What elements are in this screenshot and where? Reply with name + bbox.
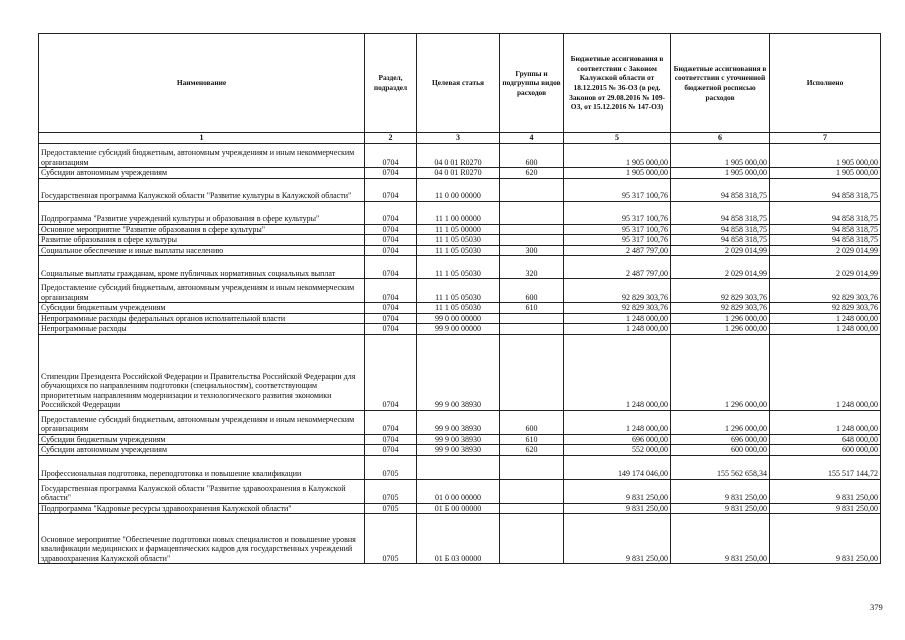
header-target: Целевая статья [417,34,500,133]
header-group: Группы и подгруппы видов расходов [500,34,564,133]
cell-law-amount: 2 487 797,00 [564,245,671,256]
cell-section: 0705 [365,514,417,564]
cell-roster-amount: 92 829 303,76 [671,279,770,303]
cell-section: 0704 [365,201,417,224]
cell-executed: 92 829 303,76 [770,279,881,303]
cell-executed: 2 029 014,99 [770,245,881,256]
table-row [39,144,881,168]
header-name: Наименование [39,34,365,133]
page-number: 379 [870,602,883,612]
budget-table [38,33,881,564]
cell-executed: 92 829 303,76 [770,303,881,314]
cell-name: Развитие образования в сфере культуры [39,235,365,246]
cell-group: 610 [500,434,564,445]
cell-executed: 1 248 000,00 [770,410,881,434]
cell-name: Социальные выплаты гражданам, кроме публичных нормативных социальных выплат [39,256,365,279]
cell-target: 11 1 05 05030 [417,303,500,314]
cell-group: 600 [500,279,564,303]
cell-target: 11 1 05 05030 [417,279,500,303]
cell-roster-amount: 600 000,00 [671,445,770,456]
header-row [39,34,881,133]
cell-roster-amount: 94 858 318,75 [671,201,770,224]
cell-roster-amount: 9 831 250,00 [671,514,770,564]
cell-law-amount: 1 248 000,00 [564,313,671,324]
cell-roster-amount: 92 829 303,76 [671,303,770,314]
cell-group [500,201,564,224]
cell-executed: 1 248 000,00 [770,313,881,324]
cell-executed: 9 831 250,00 [770,503,881,514]
cell-name: Социальное обеспечение и иные выплаты населению [39,245,365,256]
header-section: Раздел, подраздел [365,34,417,133]
table-header [39,34,881,144]
cell-target: 99 9 00 38930 [417,410,500,434]
cell-group: 300 [500,245,564,256]
cell-name: Предоставление субсидий бюджетным, автономным учреждениям и иным некоммерческим организациям [39,410,365,434]
cell-name: Субсидии бюджетным учреждениям [39,303,365,314]
cell-law-amount: 9 831 250,00 [564,514,671,564]
cell-executed: 94 858 318,75 [770,224,881,235]
table-row [39,479,881,503]
cell-executed: 94 858 318,75 [770,235,881,246]
cell-group [500,324,564,335]
column-number: 3 [417,133,500,144]
cell-executed: 600 000,00 [770,445,881,456]
cell-roster-amount: 1 905 000,00 [671,144,770,168]
cell-group [500,479,564,503]
cell-name: Непрограммные расходы [39,324,365,335]
cell-roster-amount: 2 029 014,99 [671,256,770,279]
column-number: 2 [365,133,417,144]
cell-law-amount: 1 905 000,00 [564,144,671,168]
table-row [39,201,881,224]
cell-executed: 9 831 250,00 [770,479,881,503]
column-number: 4 [500,133,564,144]
cell-group [500,178,564,201]
cell-target: 01 Б 03 00000 [417,514,500,564]
cell-section: 0704 [365,313,417,324]
cell-name: Государственная программа Калужской области "Развитие здравоохранения в Калужской области" [39,479,365,503]
cell-name: Основное мероприятие "Обеспечение подготовки новых специалистов и повышение уровня квалификации медицинских и фармацевтических кадров для государственных учреждений здравоохранения Калужской области" [39,514,365,564]
cell-group [500,224,564,235]
cell-section: 0704 [365,445,417,456]
cell-name: Субсидии автономным учреждениям [39,168,365,179]
column-number-row [39,133,881,144]
cell-target [417,455,500,479]
cell-section: 0704 [365,279,417,303]
table-row [39,303,881,314]
table-row [39,434,881,445]
column-number: 6 [671,133,770,144]
cell-name: Субсидии автономным учреждениям [39,445,365,456]
cell-target: 11 1 05 05030 [417,256,500,279]
cell-roster-amount: 1 296 000,00 [671,410,770,434]
cell-roster-amount: 2 029 014,99 [671,245,770,256]
cell-group: 620 [500,168,564,179]
cell-target: 04 0 01 R0270 [417,168,500,179]
cell-section: 0704 [365,324,417,335]
cell-name: Стипендии Президента Российской Федерации и Правительства Российской Федерации для обучающихся по направлениям подготовки (специальностям), соответствующим приоритетным направлениям модернизации и технологического развития экономики Российской Федерации [39,334,365,410]
cell-group: 600 [500,410,564,434]
cell-target: 01 0 00 00000 [417,479,500,503]
header-executed: Исполнено [770,34,881,133]
cell-roster-amount: 94 858 318,75 [671,235,770,246]
table-body [39,144,881,564]
cell-law-amount: 1 248 000,00 [564,324,671,335]
cell-group [500,235,564,246]
cell-name: Непрограммные расходы федеральных органов исполнительной власти [39,313,365,324]
cell-section: 0704 [365,303,417,314]
table-row [39,334,881,410]
cell-roster-amount: 94 858 318,75 [671,224,770,235]
table-row [39,235,881,246]
table-row [39,313,881,324]
cell-law-amount: 95 317 100,76 [564,178,671,201]
cell-group [500,455,564,479]
cell-law-amount: 1 248 000,00 [564,410,671,434]
cell-law-amount: 95 317 100,76 [564,224,671,235]
table-row [39,324,881,335]
cell-roster-amount: 9 831 250,00 [671,503,770,514]
cell-name: Государственная программа Калужской области "Развитие культуры в Калужской области" [39,178,365,201]
cell-section: 0704 [365,410,417,434]
table-row [39,224,881,235]
cell-group: 620 [500,445,564,456]
cell-target: 99 9 00 38930 [417,445,500,456]
cell-section: 0704 [365,144,417,168]
cell-executed: 1 248 000,00 [770,334,881,410]
cell-roster-amount: 1 296 000,00 [671,313,770,324]
cell-law-amount: 95 317 100,76 [564,235,671,246]
cell-roster-amount: 94 858 318,75 [671,178,770,201]
column-number: 1 [39,133,365,144]
header-roster-amount: Бюджетные ассигнования в соответствии с уточненной бюджетной росписью расходов [671,34,770,133]
cell-law-amount: 2 487 797,00 [564,256,671,279]
cell-roster-amount: 1 905 000,00 [671,168,770,179]
cell-group [500,334,564,410]
cell-law-amount: 552 000,00 [564,445,671,456]
cell-section: 0705 [365,455,417,479]
cell-section: 0704 [365,224,417,235]
cell-name: Предоставление субсидий бюджетным, автономным учреждениям и иным некоммерческим организациям [39,144,365,168]
cell-group [500,514,564,564]
cell-name: Профессиональная подготовка, переподготовка и повышение квалификации [39,455,365,479]
cell-law-amount: 1 905 000,00 [564,168,671,179]
cell-section: 0705 [365,503,417,514]
cell-target: 11 1 05 00000 [417,224,500,235]
cell-executed: 94 858 318,75 [770,201,881,224]
cell-group [500,313,564,324]
cell-law-amount: 1 248 000,00 [564,334,671,410]
cell-target: 01 Б 00 00000 [417,503,500,514]
table-row [39,279,881,303]
cell-executed: 2 029 014,99 [770,256,881,279]
cell-executed: 1 248 000,00 [770,324,881,335]
cell-target: 99 9 00 38930 [417,434,500,445]
cell-law-amount: 9 831 250,00 [564,503,671,514]
cell-section: 0704 [365,168,417,179]
table-row [39,245,881,256]
cell-target: 99 9 00 38930 [417,334,500,410]
cell-target: 11 1 05 05030 [417,235,500,246]
table-row [39,178,881,201]
cell-target: 11 1 05 05030 [417,245,500,256]
cell-executed: 9 831 250,00 [770,514,881,564]
cell-executed: 155 517 144,72 [770,455,881,479]
cell-law-amount: 9 831 250,00 [564,479,671,503]
cell-group: 600 [500,144,564,168]
cell-section: 0705 [365,479,417,503]
cell-section: 0704 [365,235,417,246]
cell-law-amount: 95 317 100,76 [564,201,671,224]
cell-target: 11 0 00 00000 [417,178,500,201]
table-row [39,514,881,564]
cell-section: 0704 [365,178,417,201]
cell-roster-amount: 9 831 250,00 [671,479,770,503]
cell-law-amount: 696 000,00 [564,434,671,445]
cell-executed: 648 000,00 [770,434,881,445]
cell-group [500,503,564,514]
table-row [39,445,881,456]
cell-executed: 94 858 318,75 [770,178,881,201]
cell-law-amount: 149 174 046,00 [564,455,671,479]
cell-target: 99 0 00 00000 [417,313,500,324]
cell-section: 0704 [365,334,417,410]
cell-target: 11 1 00 00000 [417,201,500,224]
cell-roster-amount: 1 296 000,00 [671,334,770,410]
table-row [39,168,881,179]
cell-section: 0704 [365,245,417,256]
table-row [39,455,881,479]
cell-target: 04 0 01 R0270 [417,144,500,168]
table-row [39,256,881,279]
cell-section: 0704 [365,434,417,445]
cell-name: Подпрограмма "Кадровые ресурсы здравоохранения Калужской области" [39,503,365,514]
column-number: 5 [564,133,671,144]
cell-target: 99 9 00 00000 [417,324,500,335]
cell-law-amount: 92 829 303,76 [564,279,671,303]
cell-name: Субсидии бюджетным учреждениям [39,434,365,445]
cell-name: Предоставление субсидий бюджетным, автономным учреждениям и иным некоммерческим организациям [39,279,365,303]
cell-group: 320 [500,256,564,279]
cell-law-amount: 92 829 303,76 [564,303,671,314]
cell-name: Основное мероприятие "Развитие образования в сфере культуры" [39,224,365,235]
cell-executed: 1 905 000,00 [770,168,881,179]
cell-roster-amount: 1 296 000,00 [671,324,770,335]
cell-name: Подпрограмма "Развитие учреждений культуры и образования в сфере культуры" [39,201,365,224]
header-law-amount: Бюджетные ассигнования в соответствии с Законом Калужской области от 18.12.2015 № 36-ОЗ (в ред. Законов от 29.08.2016 № 109-ОЗ, от 15.12.2016 № 147-ОЗ) [564,34,671,133]
table-row [39,503,881,514]
cell-group: 610 [500,303,564,314]
cell-section: 0704 [365,256,417,279]
table-row [39,410,881,434]
cell-roster-amount: 155 562 658,34 [671,455,770,479]
column-number: 7 [770,133,881,144]
cell-executed: 1 905 000,00 [770,144,881,168]
cell-roster-amount: 696 000,00 [671,434,770,445]
